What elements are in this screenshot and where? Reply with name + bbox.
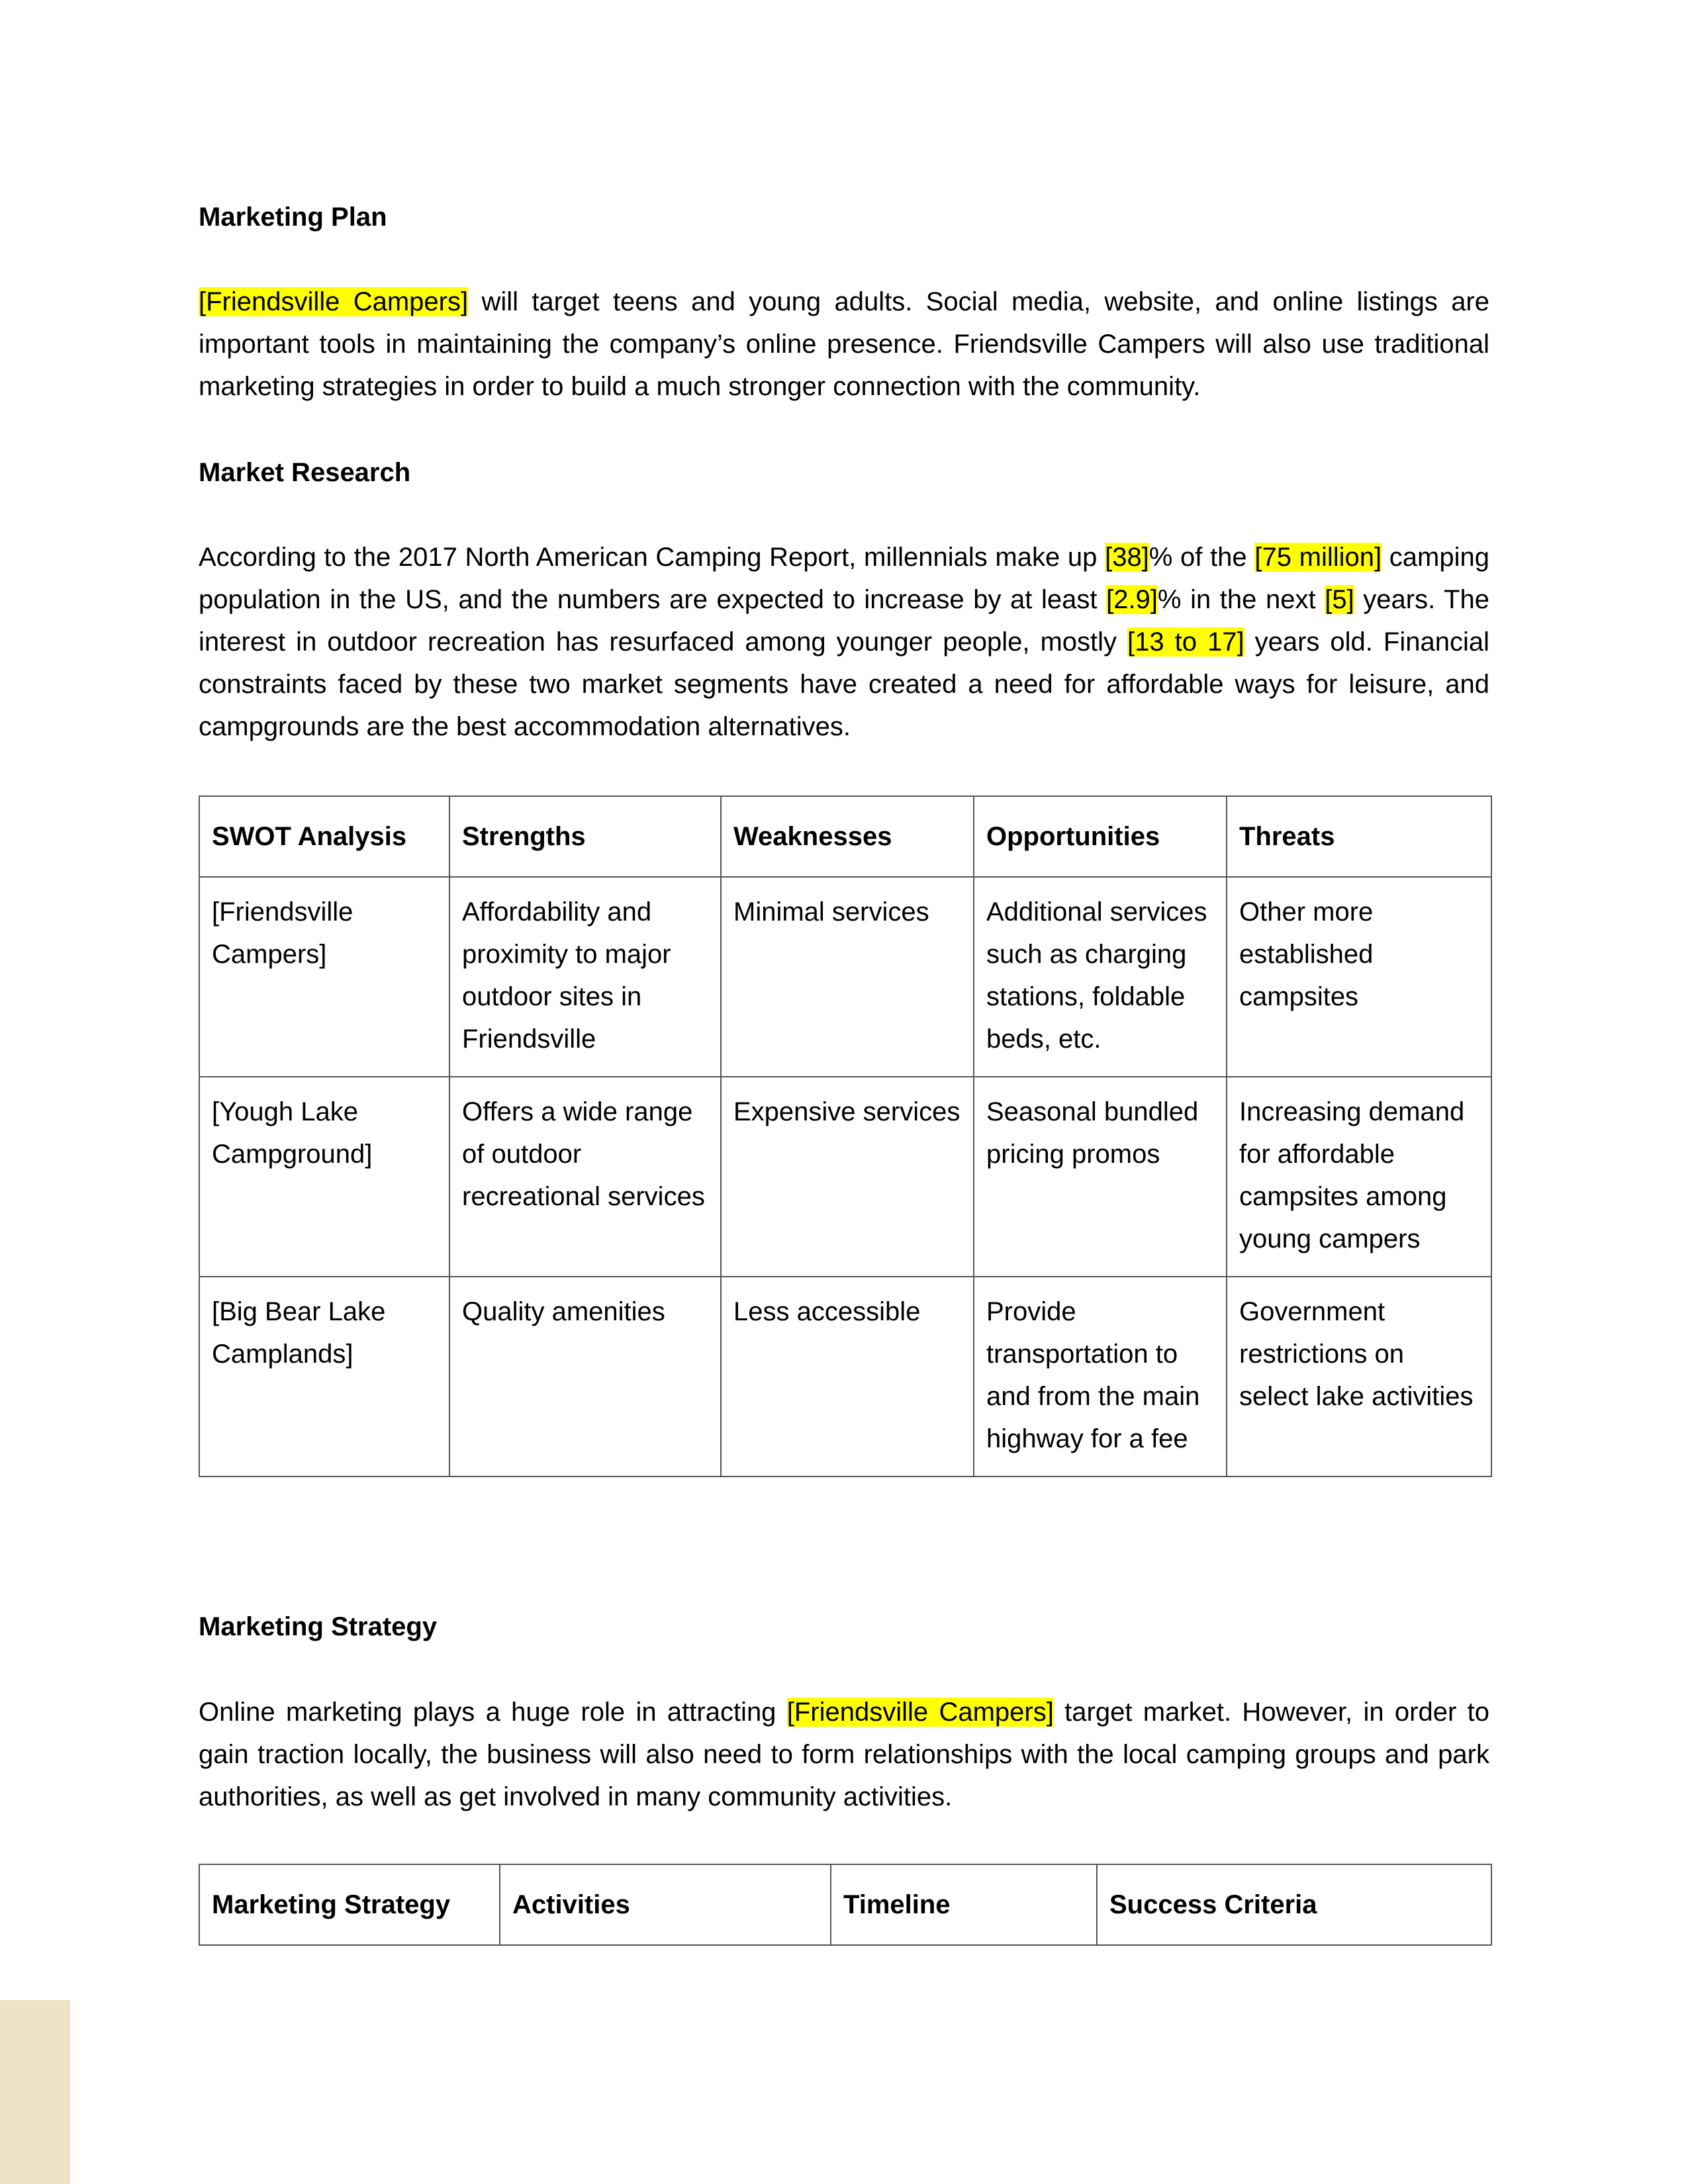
table-cell: Expensive services (721, 1077, 974, 1277)
marketing-plan-heading: Marketing Plan (199, 203, 387, 232)
marketing-strategy-table (199, 1864, 1492, 1946)
highlighted-company-name: [Friendsville Campers] (199, 287, 469, 316)
table-row (199, 1277, 1491, 1477)
table-cell: Offers a wide range of outdoor recreational services (449, 1077, 721, 1277)
highlight-increase: [2.9] (1106, 585, 1158, 614)
swot-header-row (199, 796, 1491, 877)
marketing-plan-paragraph: [Friendsville Campers] will target teens and young adults. Social media, website, and online listings are important tools in maintaining the company’s online presence. Friendsville Campers will also use traditional marketing strategies in order to build a much stronger connection with the community. (199, 287, 1489, 401)
table-cell: [Yough Lake Campground] (199, 1077, 449, 1277)
swot-header-cell: Strengths (449, 796, 721, 877)
table-row (199, 877, 1491, 1077)
table-cell: [Big Bear Lake Camplands] (199, 1277, 449, 1477)
table-cell: Affordability and proximity to major outdoor sites in Friendsville (449, 877, 721, 1077)
table-cell: Seasonal bundled pricing promos (974, 1077, 1227, 1277)
swot-header-cell: Threats (1227, 796, 1491, 877)
market-research-heading: Market Research (199, 458, 411, 487)
table-cell: Minimal services (721, 877, 974, 1077)
strategy-header-cell: Marketing Strategy (199, 1864, 500, 1945)
decorative-corner-tab (0, 2000, 70, 2184)
strategy-header-cell: Success Criteria (1097, 1864, 1491, 1945)
table-row (199, 1077, 1491, 1277)
table-cell: Increasing demand for affordable campsites among young campers (1227, 1077, 1491, 1277)
swot-header-cell: Weaknesses (721, 796, 974, 877)
table-cell: Less accessible (721, 1277, 974, 1477)
highlight-percent: [38] (1105, 543, 1149, 572)
market-research-paragraph: According to the 2017 North American Camping Report, millennials make up [38]% of the [75 million] camping population in the US, and the numbers are expected to increase by at least [2.9]% in the next [5] years. The interest in outdoor recreation has resurfaced among younger people, mostly [13 to 17] years old. Financial constraints faced by these two market segments have created a need for affordable ways for leisure, and campgrounds are the best accommodation alternatives. (199, 543, 1489, 741)
highlight-years: [5] (1325, 585, 1354, 614)
highlight-population: [75 million] (1254, 543, 1382, 572)
swot-header-cell: SWOT Analysis (199, 796, 449, 877)
table-cell: Other more established campsites (1227, 877, 1491, 1077)
marketing-strategy-heading: Marketing Strategy (199, 1612, 438, 1641)
strategy-header-cell: Activities (500, 1864, 831, 1945)
marketing-strategy-paragraph: Online marketing plays a huge role in attracting [Friendsville Campers] target market. However, in order to gain traction locally, the business will also need to form relationships with the local camping groups and park authorities, as well as get involved in many community activities. (199, 1698, 1489, 1811)
swot-header-cell: Opportunities (974, 796, 1227, 877)
strategy-header-row (199, 1864, 1491, 1945)
table-cell: Provide transportation to and from the main highway for a fee (974, 1277, 1227, 1477)
table-cell: Additional services such as charging stations, foldable beds, etc. (974, 877, 1227, 1077)
table-cell: Government restrictions on select lake activities (1227, 1277, 1491, 1477)
table-cell: Quality amenities (449, 1277, 721, 1477)
strategy-header-cell: Timeline (831, 1864, 1097, 1945)
highlight-age-range: [13 to 17] (1127, 627, 1244, 657)
table-cell: [Friendsville Campers] (199, 877, 449, 1077)
swot-analysis-table (199, 796, 1492, 1477)
highlighted-company-name: [Friendsville Campers] (786, 1698, 1054, 1727)
